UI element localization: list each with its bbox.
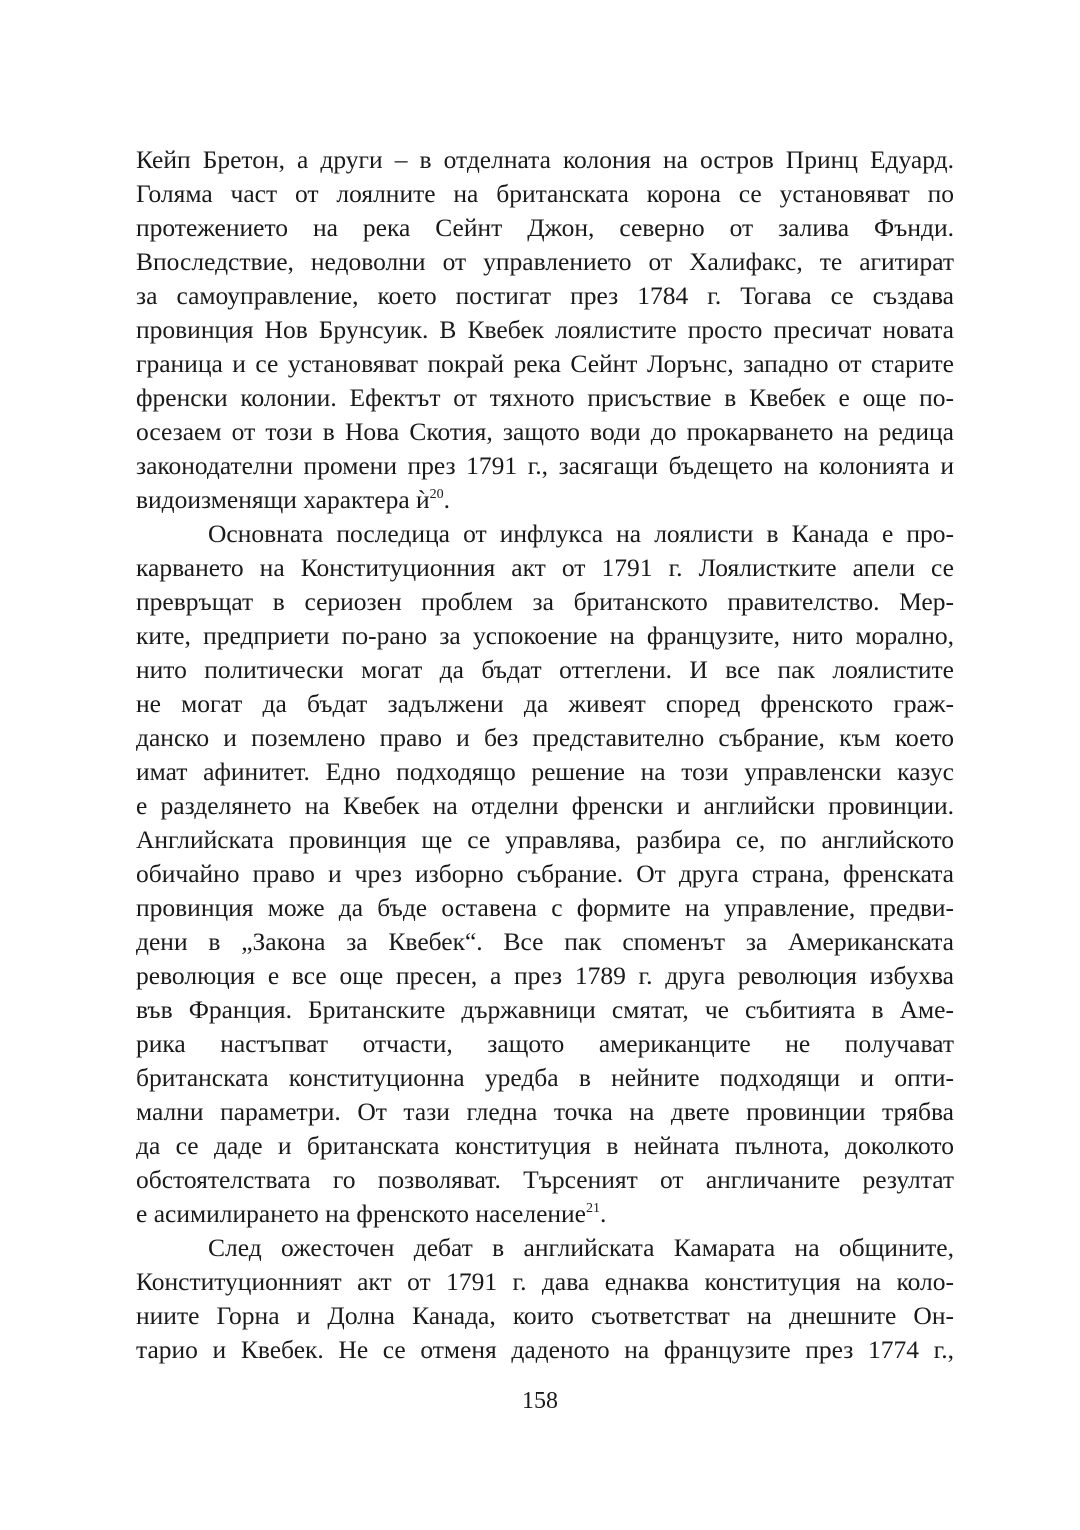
line-text: не могат да бъдат задължени да живеят според френското граж- bbox=[136, 689, 954, 718]
text-line bbox=[136, 653, 954, 687]
line-text: рика настъпват отчасти, защото американците не получават bbox=[136, 1029, 954, 1058]
text-line bbox=[136, 1061, 954, 1095]
text-line bbox=[136, 517, 954, 551]
line-text: превръщат в сериозен проблем за британското правителство. Мер- bbox=[136, 587, 954, 616]
line-text: Впоследствие, недоволни от управлението от Халифакс, те агитират bbox=[136, 247, 954, 276]
text-line bbox=[136, 823, 954, 857]
line-text: обичайно право и чрез изборно събрание. От друга страна, френската bbox=[136, 859, 954, 888]
text-line bbox=[136, 381, 954, 415]
line-text: ниите Горна и Долна Канада, които съответстват на днешните Он- bbox=[136, 1301, 954, 1330]
line-text: видоизменящи характера ѝ bbox=[136, 485, 430, 514]
text-line bbox=[136, 755, 954, 789]
text-line bbox=[136, 245, 954, 279]
text-line bbox=[136, 483, 954, 517]
line-text: нито политически могат да бъдат оттеглени. И все пак лоялистите bbox=[136, 655, 954, 684]
text-line bbox=[136, 177, 954, 211]
line-text: След ожесточен дебат в английската Камарата на общините, bbox=[208, 1233, 954, 1262]
line-text-tail: . bbox=[600, 1199, 607, 1228]
line-text: френски колонии. Ефектът от тяхното присъствие в Квебек е още по- bbox=[136, 383, 954, 412]
line-text: тарио и Квебек. Не се отменя даденото на французите през 1774 г., bbox=[136, 1335, 954, 1364]
line-text: Английската провинция ще се управлява, разбира се, по английското bbox=[136, 825, 954, 854]
line-text: обстоятелствата го позволяват. Търсеният от англичаните резултат bbox=[136, 1165, 954, 1194]
line-text: протежението на река Сейнт Джон, северно от залива Фънди. bbox=[136, 213, 954, 242]
line-text: провинция може да бъде оставена с формите на управление, предви- bbox=[136, 893, 954, 922]
text-line bbox=[136, 211, 954, 245]
text-line bbox=[136, 687, 954, 721]
text-line bbox=[136, 619, 954, 653]
text-line bbox=[136, 585, 954, 619]
text-line bbox=[136, 1197, 954, 1231]
text-line bbox=[136, 857, 954, 891]
line-text: е асимилирането на френското население bbox=[136, 1199, 586, 1228]
text-line bbox=[136, 1027, 954, 1061]
line-text: граница и се установяват покрай река Сейнт Лорънс, западно от старите bbox=[136, 349, 954, 378]
line-text: за самоуправление, което постигат през 1784 г. Тогава се създава bbox=[136, 281, 954, 310]
paragraph bbox=[136, 143, 954, 517]
text-line bbox=[136, 1095, 954, 1129]
page-number: 158 bbox=[522, 1388, 558, 1414]
text-line bbox=[136, 143, 954, 177]
text-line bbox=[136, 1231, 954, 1265]
line-text: Конституционният акт от 1791 г. дава еднаква конституция на коло- bbox=[136, 1267, 954, 1296]
line-text: провинция Нов Брунсуик. В Квебек лоялистите просто пресичат новата bbox=[136, 315, 954, 344]
line-text: във Франция. Британските държавници смятат, че събитията в Аме- bbox=[136, 995, 954, 1024]
footnote-ref: 21 bbox=[586, 1201, 600, 1216]
line-text: Основната последица от инфлукса на лоялисти в Канада е про- bbox=[208, 519, 954, 548]
line-text: революция е все още пресен, а през 1789 г. друга революция избухва bbox=[136, 961, 954, 990]
line-text: да се даде и британската конституция в нейната пълнота, доколкото bbox=[136, 1131, 954, 1160]
paragraph bbox=[136, 1231, 954, 1367]
line-text: дени в „Закона за Квебек“. Все пак споменът за Американската bbox=[136, 927, 954, 956]
line-text: законодателни промени през 1791 г., засягащи бъдещето на колонията и bbox=[136, 451, 954, 480]
line-text: ките, предприети по-рано за успокоение на французите, нито морално, bbox=[136, 621, 954, 650]
text-line bbox=[136, 891, 954, 925]
line-text: е разделянето на Квебек на отделни френски и английски провинции. bbox=[136, 791, 954, 820]
text-line bbox=[136, 449, 954, 483]
text-line bbox=[136, 1129, 954, 1163]
text-line bbox=[136, 959, 954, 993]
text-line bbox=[136, 551, 954, 585]
text-line bbox=[136, 1333, 954, 1367]
line-text: имат афинитет. Едно подходящо решение на този управленски казус bbox=[136, 757, 954, 786]
page-body bbox=[136, 143, 954, 1367]
line-text: карването на Конституционния акт от 1791 г. Лоялистките апели се bbox=[136, 553, 954, 582]
paragraph bbox=[136, 517, 954, 1231]
text-line bbox=[136, 721, 954, 755]
text-line bbox=[136, 347, 954, 381]
text-line bbox=[136, 789, 954, 823]
text-line bbox=[136, 925, 954, 959]
line-text: данско и поземлено право и без представително събрание, към което bbox=[136, 723, 954, 752]
text-line bbox=[136, 313, 954, 347]
text-line bbox=[136, 993, 954, 1027]
footnote-ref: 20 bbox=[429, 487, 444, 502]
line-text: Кейп Бретон, а други – в отделната колония на остров Принц Едуард. bbox=[136, 145, 954, 174]
line-text: мални параметри. От тази гледна точка на двете провинции трябва bbox=[136, 1097, 954, 1126]
line-text: осезаем от този в Нова Скотия, защото води до прокарването на редица bbox=[136, 417, 954, 446]
line-text: Голяма част от лоялните на британската корона се установяват по bbox=[136, 179, 954, 208]
line-text-tail: . bbox=[443, 485, 451, 514]
text-line bbox=[136, 1299, 954, 1333]
text-line bbox=[136, 1163, 954, 1197]
text-line bbox=[136, 415, 954, 449]
text-line bbox=[136, 1265, 954, 1299]
line-text: британската конституционна уредба в нейните подходящи и опти- bbox=[136, 1063, 954, 1092]
text-line bbox=[136, 279, 954, 313]
